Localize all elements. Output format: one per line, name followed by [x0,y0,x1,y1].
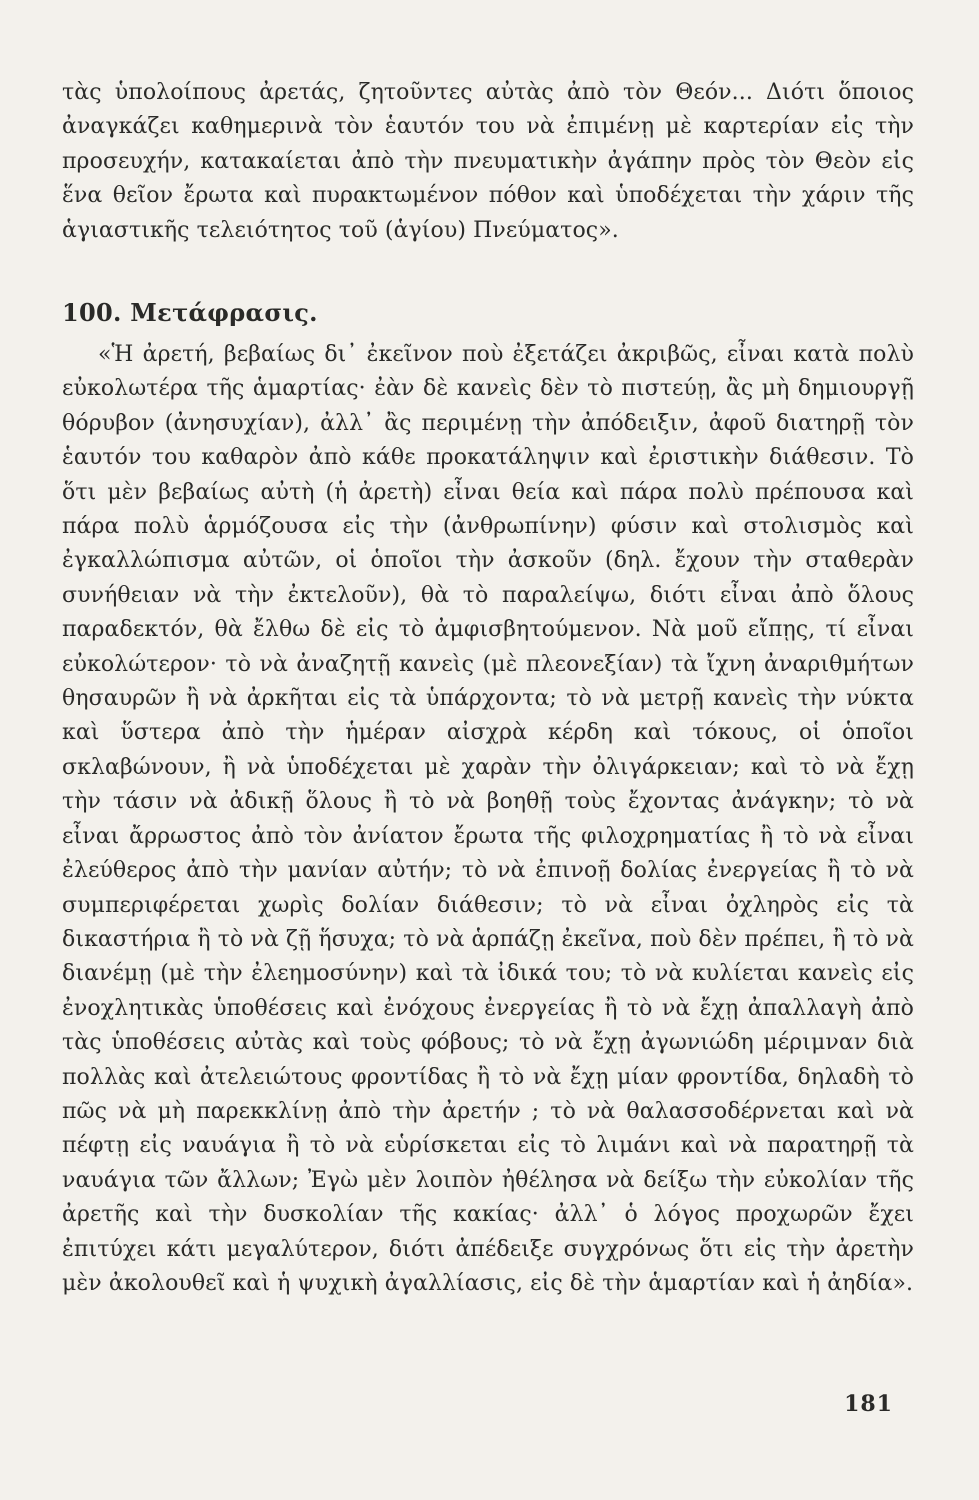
paragraph-translation: «Ἡ ἀρετή, βεβαίως δι᾽ ἐκεῖνον ποὺ ἐξετάζει ἀκριβῶς, εἶναι κατὰ πολὺ εὐκολωτέρα τῆς ἁμαρτίας· ἐὰν δὲ κανεὶς δὲν τὸ πιστεύῃ, ἂς μὴ δημιουργῇ θόρυβον (ἀνησυχίαν), ἀλλ᾽ ἂς περιμένῃ τὴν ἀπόδειξιν, ἀφοῦ διατηρῇ τὸν ἑαυτόν του καθαρὸν ἀπὸ κάθε προκατάληψιν καὶ ἐριστικὴν διάθεσιν. Τὸ ὅτι μὲν βεβαίως αὐτὴ (ἡ ἀρετὴ) εἶναι θεία καὶ πάρα πολὺ πρέπουσα καὶ πάρα πολὺ ἁρμόζουσα εἰς τὴν (ἀνθρωπίνην) φύσιν καὶ στολισμὸς καὶ ἐγκαλλώπισμα αὐτῶν, οἱ ὁποῖοι τὴν ἀσκοῦν (δηλ. ἔχουν τὴν σταθερὰν συνήθειαν νὰ τὴν ἐκτελοῦν), θὰ τὸ παραλείψω, διότι εἶναι ἀπὸ ὅλους παραδεκτόν, θὰ ἔλθω δὲ εἰς τὸ ἀμφισβητούμενον. Νὰ μοῦ εἴπῃς, τί εἶναι εὐκολώτερον· τὸ νὰ ἀναζητῇ κανεὶς (μὲ πλεονεξίαν) τὰ ἴχνη ἀναριθμήτων θησαυρῶν ἢ νὰ ἀρκῆται εἰς τὰ ὑπάρχοντα; τὸ νὰ μετρῇ κανεὶς τὴν νύκτα καὶ ὕστερα ἀπὸ τὴν ἡμέραν αἰσχρὰ κέρδη καὶ τόκους, οἱ ὁποῖοι σκλαβώνουν, ἢ νὰ ὑποδέχεται μὲ χαρὰν τὴν ὀλιγάρκειαν; καὶ τὸ νὰ ἔχῃ τὴν τάσιν νὰ ἀδικῇ ὅλους ἢ τὸ νὰ βοηθῇ τοὺς ἔχοντας ἀνάγκην; τὸ νὰ εἶναι ἄρρωστος ἀπὸ τὸν ἀνίατον ἔρωτα τῆς φιλοχρηματίας ἢ τὸ νὰ εἶναι ἐλεύθερος ἀπὸ τὴν μανίαν αὐτήν; τὸ νὰ ἐπινοῇ δολίας ἐνεργείας ἢ τὸ νὰ συμπεριφέρεται χωρὶς δολίαν διάθεσιν; τὸ νὰ εἶναι ὀχληρὸς εἰς τὰ δικαστήρια ἢ τὸ νὰ ζῇ ἥσυχα; τὸ νὰ ἁρπάζῃ ἐκεῖνα, ποὺ δὲν πρέπει, ἢ τὸ νὰ διανέμῃ (μὲ τὴν ἐλεημοσύνην) καὶ τὰ ἰδικά του; τὸ νὰ κυλίεται κανεὶς εἰς ἐνοχλητικὰς ὑποθέσεις καὶ ἐνόχους ἐνεργείας ἢ τὸ νὰ ἔχῃ ἀπαλλαγὴ ἀπὸ τὰς ὑποθέσεις αὐτὰς καὶ τοὺς φόβους; τὸ νὰ ἔχῃ ἀγωνιώδη μέριμναν διὰ πολλὰς καὶ ἀτελειώτους φροντίδας ἢ τὸ νὰ ἔχῃ μίαν φροντίδα, δηλαδὴ τὸ πῶς νὰ μὴ παρεκκλίνῃ ἀπὸ τὴν ἀρετήν ; τὸ νὰ θαλασσοδέρνεται καὶ νὰ πέφτῃ εἰς ναυάγια ἢ τὸ νὰ εὑρίσκεται εἰς τὸ λιμάνι καὶ νὰ παρατηρῇ τὰ ναυάγια τῶν ἄλλων; Ἐγὼ μὲν λοιπὸν ἠθέλησα νὰ δείξω τὴν εὐκολίαν τῆς ἀρετῆς καὶ τὴν δυσκολίαν τῆς κακίας· ἀλλ᾽ ὁ λόγος προχωρῶν ἔχει ἐπιτύχει κάτι μεγαλύτερον, διότι ἀπέδειξε συγχρόνως ὅτι εἰς τὴν ἀρετὴν μὲν ἀκολουθεῖ καὶ ἡ ψυχικὴ ἀγαλλίασις, εἰς δὲ τὴν ἁμαρτίαν καὶ ἡ ἀηδία». [62,342,914,1296]
paragraph-continuation: τὰς ὑπολοίπους ἀρετάς, ζητοῦντες αὐτὰς ἀπὸ τὸν Θεόν... Διότι ὅποιος ἀναγκάζει καθημερινὰ τὸν ἑαυτόν του νὰ ἐπιμένῃ μὲ καρτερίαν εἰς τὴν προσευχήν, κατακαίεται ἀπὸ τὴν πνευματικὴν ἀγάπην πρὸς τὸν Θεὸν εἰς ἕνα θεῖον ἔρωτα καὶ πυρακτωμένον πόθον καὶ ὑποδέχεται τὴν χάριν τῆς ἁγιαστικῆς τελειότητος τοῦ (ἁγίου) Πνεύματος». [62,80,914,243]
page-number: 181 [844,1391,893,1417]
section-heading: 100. Μετάφρασις. [62,298,318,327]
